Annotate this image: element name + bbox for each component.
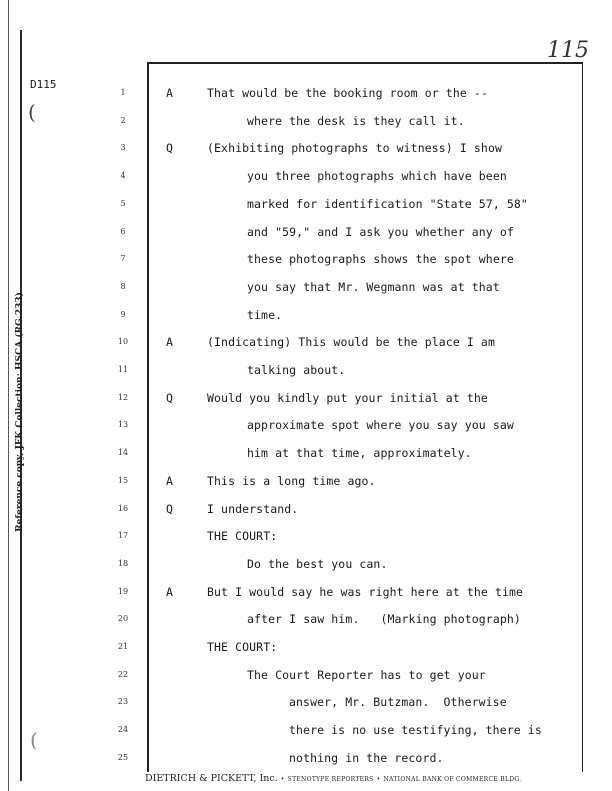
line-number: 18 [117, 558, 129, 568]
transcript-line-text: Would you kindly put your initial at the [207, 390, 488, 405]
transcript-line-text: him at that time, approximately. [247, 446, 472, 461]
transcript-line-text: talking about. [247, 363, 346, 377]
line-number: 21 [117, 642, 129, 651]
line-number: 14 [117, 448, 129, 458]
transcript-line-text: nothing in the record. [289, 750, 444, 765]
line-number: 10 [117, 337, 129, 347]
transcript-line-text: approximate spot where you say you saw [247, 418, 514, 433]
speaker-label: Q [166, 390, 173, 405]
transcript-line-text: THE COURT: [207, 640, 278, 654]
reporter-footer [145, 773, 605, 784]
transcript-line-text: and "59," and I ask you whether any of [247, 224, 514, 239]
transcript-line-text: after I saw him. (Marking photograph) [247, 612, 521, 627]
speaker-label: A [166, 335, 173, 350]
speaker-label: Q [166, 141, 173, 156]
footer-separator: • [280, 776, 285, 783]
line-number: 15 [117, 475, 129, 485]
line-number: 17 [117, 531, 129, 541]
line-number: 24 [117, 725, 129, 735]
transcript-line-text: I understand. [207, 501, 299, 516]
footer-address: NATIONAL BANK OF COMMERCE BLDG. [383, 776, 522, 783]
archive-stamp-text: Reference copy, JFK Collection: HSCA (RG 233) [15, 292, 25, 532]
line-number: 13 [117, 420, 129, 430]
footer-service: STENOTYPE REPORTERS [287, 776, 374, 783]
handwritten-page-number: 115 [547, 38, 589, 63]
line-number: 9 [120, 309, 126, 319]
line-number: 6 [120, 226, 126, 236]
speaker-label: Q [166, 501, 173, 516]
transcript-line-text: This is a long time ago. [207, 473, 376, 488]
line-number: 22 [117, 669, 129, 679]
margin-mark: ( [30, 728, 38, 752]
transcript-line-text: But I would say he was right here at the time [207, 584, 524, 599]
line-number: 1 [120, 88, 126, 97]
transcript-line-text: where the desk is they call it. [247, 113, 465, 128]
speaker-label: A [166, 584, 173, 599]
line-number: 8 [120, 281, 126, 291]
transcript-line-text: (Indicating) This would be the place I am [207, 335, 495, 350]
line-number: 23 [117, 697, 129, 707]
transcript-line-text: there is no use testifying, there is [289, 723, 542, 738]
exhibit-mark: ( [28, 100, 36, 124]
transcript-line-text: THE COURT: [207, 529, 278, 544]
exhibit-id: D115 [30, 78, 57, 91]
line-number: 4 [120, 171, 126, 181]
line-number: 25 [117, 752, 129, 762]
footer-separator-2: • [376, 776, 381, 783]
line-number: 11 [117, 365, 129, 374]
line-number: 12 [117, 392, 129, 402]
transcript-line-text: answer, Mr. Butzman. Otherwise [289, 695, 507, 710]
transcript-line-text: time. [247, 307, 283, 322]
line-number: 5 [120, 198, 126, 208]
line-number-column [108, 62, 138, 770]
transcript-line-text: these photographs shows the spot where [247, 252, 514, 267]
transcript-line-text: you say that Mr. Wegmann was at that [247, 279, 500, 294]
line-number: 20 [117, 614, 129, 624]
footer-firm: DIETRICH & PICKETT, Inc. [145, 773, 278, 784]
transcript-line-text: That would be the booking room or the -- [207, 86, 488, 100]
line-number: 7 [120, 254, 126, 264]
line-number: 19 [117, 586, 129, 596]
line-number: 3 [120, 143, 126, 153]
transcript-line-text: Do the best you can. [247, 556, 388, 571]
transcript-line-text: (Exhibiting photographs to witness) I show [207, 141, 502, 156]
speaker-label: A [166, 473, 173, 488]
scan-edge-rule [8, 0, 9, 791]
line-number: 16 [117, 503, 129, 513]
transcript-line-text: marked for identification "State 57, 58" [247, 196, 528, 211]
transcript-line-text: The Court Reporter has to get your [247, 667, 486, 682]
transcript-line-text: you three photographs which have been [247, 169, 507, 184]
speaker-label: A [166, 86, 173, 100]
archive-stamp [12, 252, 28, 572]
line-number: 2 [120, 115, 126, 125]
